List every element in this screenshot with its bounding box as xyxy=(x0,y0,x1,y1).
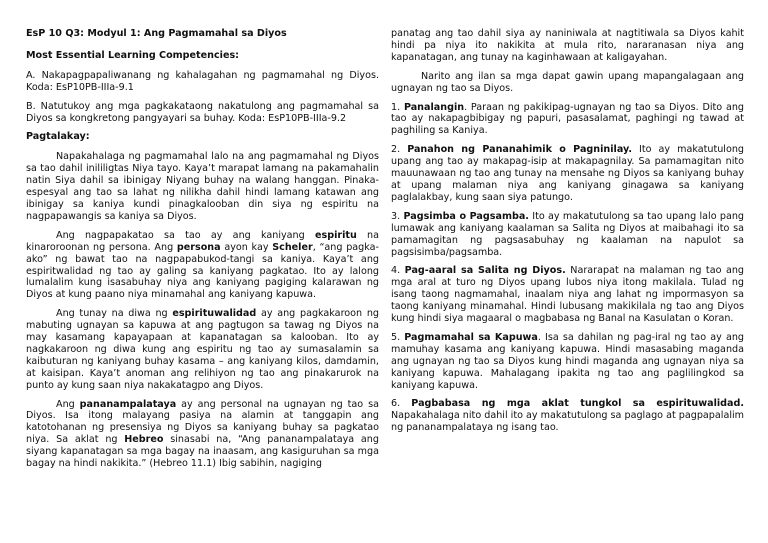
text-run: Ang xyxy=(56,398,80,410)
text-run: sinasabi na, “Ang pananampalataya ang siyang kapanatagan sa mga bagay na inaasam, ang kasiguruhan sa mga bagay na hindi nakikita.” (Hebreo 11.1) Ibig sabihin, nagiging xyxy=(26,434,379,470)
competencies-heading: Most Essential Learning Competencies: xyxy=(26,49,239,61)
module-title: EsP 10 Q3: Modyul 1: Ang Pagmamahal sa Diyos xyxy=(26,28,287,39)
term-persona: persona xyxy=(176,241,221,253)
text-run: ay ang pagkakaroon ng mabuting ugnayan sa kapuwa at ang pagtugon sa tawag ng Diyos na may kasamang kapayapaan at kapanatagan sa kalooban. Ito ay nagkakaroon ng diwa kung ang espiritu ng tao ay sumasalamin sa kaibuturan ng kaniyang buhay kasama – ang kaniyang kilos, damdamin, at kaisipan. Kaya’t anoman ang relihiyon ng tao ang pinakarurok na punto ay kung saan niya nakakatagpo ang Diyos. xyxy=(26,308,379,391)
item-title: Pag-aaral sa Salita ng Diyos. xyxy=(404,265,566,277)
item-number: 3. xyxy=(391,210,404,222)
item-title: Pagsimba o Pagsamba. xyxy=(403,210,529,222)
item-number: 1. xyxy=(391,101,404,113)
paragraph-pagmamahal: Napakahalaga ng pagmamahal lalo na ang pagmamahal ng Diyos sa tao dahil inililigtas Niya tayo. Kaya’t marapat lamang na pakamahalin natin Siya dahil sa ibinigay Niyang buhay na walang hanggan. Pinaka-espesyal ang tao sa lahat ng nilikha dahil hindi lamang katawan ang ibinigay sa kaniya kundi pinagkalooban din siya ng espiritu na nagpapawangis sa kaniya sa Diyos. xyxy=(26,151,379,222)
item-number: 2. xyxy=(391,144,408,156)
paragraph-espirituwalidad xyxy=(26,308,379,391)
item-text: Ito ay makatutulong sa tao upang lalo pang lumawak ang kaniyang kaalaman sa Salita ng Diyos at maibahagi ito sa pamamagitan ng pagsasabuhay ng kaalaman na napulot sa pagsisimba/pagsamba. xyxy=(391,210,745,258)
list-item xyxy=(391,265,744,325)
item-text: Ito ay makatutulong upang ang tao ay makapag-isip at makapagnilay. Sa pamamagitan nito mauunawaan ng tao ang tunay na mensahe ng Diyos sa kaniyang buhay at upang malaman niya ang kaniyang ginagawa sa kaniyang paglalakbay, kung saan siya patungo. xyxy=(391,144,745,203)
text-run: Ang nagpapakatao sa tao ay ang kaniyang xyxy=(56,229,315,241)
paragraph-pananampalataya xyxy=(26,399,379,470)
item-text: . Isa sa dahilan ng pag-iral ng tao ay ang mamuhay kasama ang kaniyang kapuwa. Hindi masasabing maganda ang ugnayan ng tao sa Diyos kung hindi maganda ang ugnayan niya sa kaniyang kapuwa. Mahalagang ipakita ng tao ang paglilingkod sa kaniyang kapuwa. xyxy=(391,331,744,391)
text-run: ayon kay xyxy=(220,241,273,253)
term-espirituwalidad: espirituwalidad xyxy=(172,308,257,320)
item-number: 6. xyxy=(391,398,412,410)
item-number: 4. xyxy=(391,265,405,277)
term-espiritu: espiritu xyxy=(314,229,357,241)
item-title: Pagbabasa ng mga aklat tungkol sa espirituwalidad. xyxy=(411,398,744,410)
item-number: 5. xyxy=(391,331,405,343)
item-text: Napakahalaga nito dahil ito ay makatutulong sa paglago at pagpapalalim ng pananampalataya ng isang tao. xyxy=(391,410,744,434)
item-title: Panalangin xyxy=(403,101,465,113)
text-run: ay ang personal na ugnayan ng tao sa Diyos. Isa itong malayang pasiya na alamin at tanggapin ang katotohanan ng presensiya ng Diyos sa kaniyang buhay sa pagkatao niya. Sa aklat ng xyxy=(26,398,379,446)
list-item xyxy=(391,102,744,138)
competency-b: B. Natutukoy ang mga pagkakataong nakatulong ang pagmamahal sa Diyos sa kongkretong pangyayari sa buhay. Koda: EsP10PB-IIIa-9.2 xyxy=(26,100,379,124)
left-column xyxy=(26,28,379,543)
term-pananampalataya: pananampalataya xyxy=(79,398,177,410)
item-title: Panahon ng Pananahimik o Pagninilay. xyxy=(407,144,633,156)
text-run: Ang tunay na diwa ng xyxy=(56,308,173,320)
paragraph-continuation: panatag ang tao dahil siya ay naniniwala at nagtitiwala sa Diyos kahit hindi pa niya ito nakikita at mula rito, nararanasan niya ang kapanatagan, ang tunay na kaginhawaan at kaligayahan. xyxy=(391,28,744,63)
item-text: . Paraan ng pakikipag-ugnayan ng tao sa Diyos. Dito ang tao ay nakapagbibigay ng papuri, pasasalamat, paghingi ng tawad at paghiling sa Kaniya. xyxy=(391,101,744,137)
list-item xyxy=(391,144,744,204)
item-text: Nararapat na malaman ng tao ang mga aral at turo ng Diyos upang lubos niya itong makilala. Tulad ng isang taong nagmamahal, inaalam niya ang lahat ng impormasyon sa taong kaniyang minamahal. Hindi lubusang makikilala ng tao ang Diyos kung hindi siya magaaral o magbabasa ng Banal na Kasulatan o Koran. xyxy=(391,265,745,325)
pagtalakay-heading: Pagtalakay: xyxy=(26,131,90,143)
paragraph-espiritu xyxy=(26,230,379,301)
paragraph-intro: Narito ang ilan sa mga dapat gawin upang mapangalagaan ang ugnayan ng tao sa Diyos. xyxy=(391,70,744,94)
term-scheler: Scheler xyxy=(272,241,313,253)
text-run: na kinaroroonan ng persona. Ang xyxy=(26,229,380,253)
list-item xyxy=(391,398,744,434)
competency-a: A. Nakapagpapaliwanang ng kahalagahan ng pagmamahal ng Diyos. Koda: EsP10PB-IIIa-9.1 xyxy=(26,69,379,93)
right-column xyxy=(391,28,744,543)
text-run: , “ang pagka-ako” ng bawat tao na nagpapabukod-tangi sa kaniya. Kaya’t ang espiritwalidad ng tao ay galing sa kaniyang pagkatao. Ito ay lalong lumalalim kung isasabuhay niya ang kaniyang pagiging kalarawan ng Diyos at kung paano niya minamahal ang kaniyang kapuwa. xyxy=(26,241,379,301)
term-hebreo: Hebreo xyxy=(124,434,164,446)
list-item xyxy=(391,332,744,392)
item-title: Pagmamahal sa Kapuwa xyxy=(404,331,538,343)
list-item xyxy=(391,211,744,259)
